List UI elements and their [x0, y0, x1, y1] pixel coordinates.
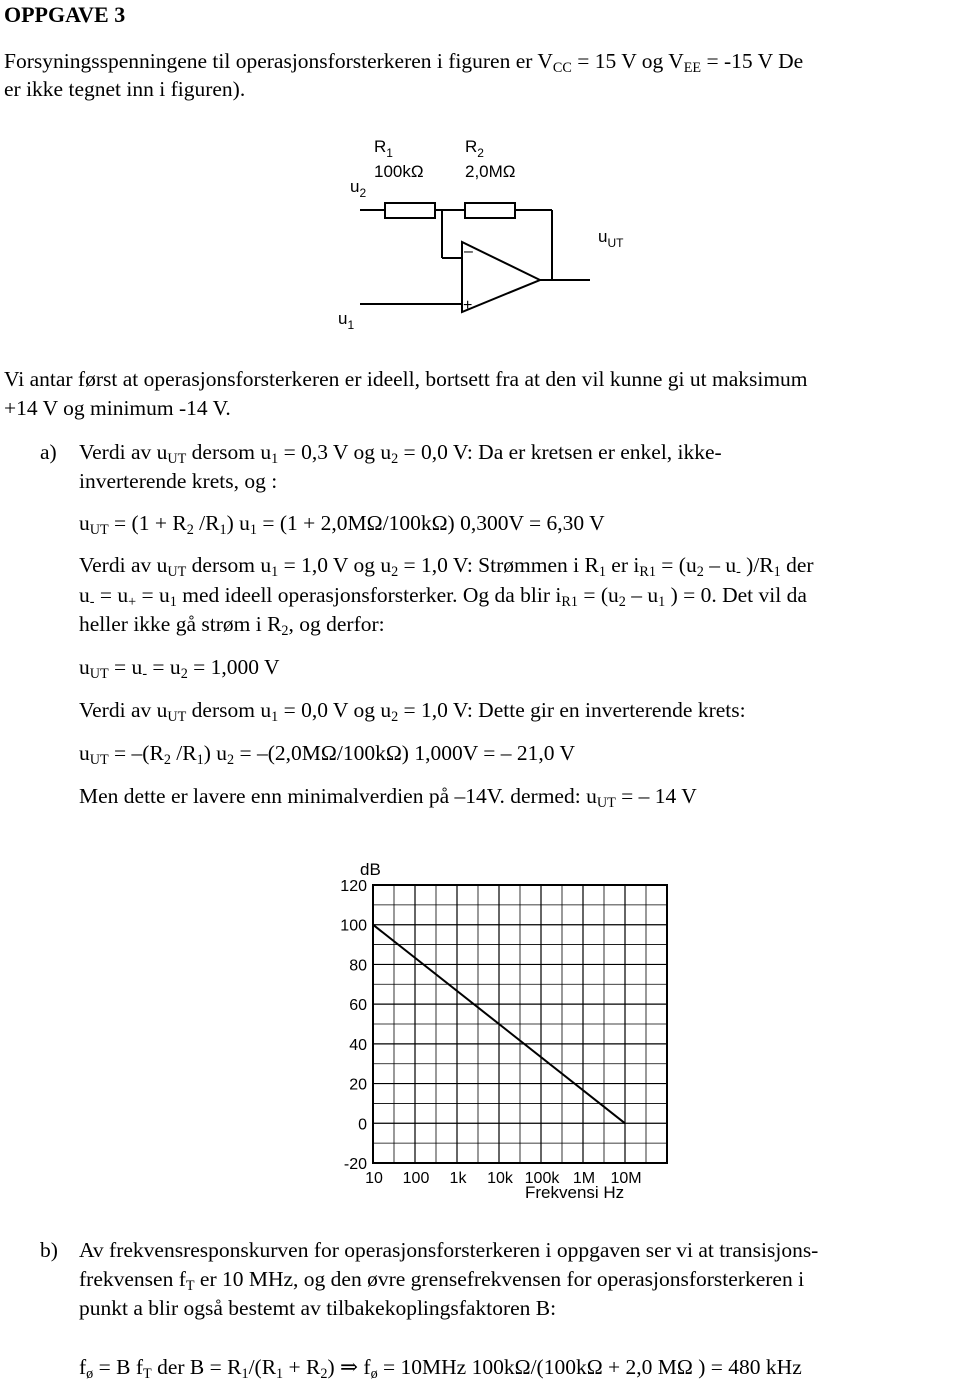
chart-y-tick-label: 100: [340, 917, 367, 935]
chart-x-tick-label: 1M: [572, 1170, 596, 1187]
svg-text:uUT: $u_{UT}$: [598, 227, 624, 250]
assumption-line-1: Vi antar først at operasjonsforsterkeren er ideell, bortsett fra at den vil kunne gi ut maksimum: [4, 367, 808, 391]
chart-y-tick-label: 0: [358, 1116, 367, 1134]
svg-text:–: –: [464, 243, 473, 260]
equation-noninverting: $u_{UT} = (1 + R_2$ $/R_1$) $u_1 = (1 + 2,0M\Omega/100k\Omega) 0,300V = 6,30$ V: [79, 511, 605, 538]
part-a-case2-line-2: $u_- = u_+ = u_1$ med ideell operasjonsforsterker. Og da blir $i_{R1} = (u_2 - u_1$ ) = 0. Det vil da: [79, 583, 807, 610]
chart-y-tick-label: 80: [349, 957, 367, 975]
part-a-case3-line: Verdi av $u_{UT}$ dersom $u_1 = 0,0$ V og $u_2 = 1,0$ V: Dette gir en inverterende krets:: [79, 698, 746, 725]
part-b-line-3: punkt a blir også bestemt av tilbakekoplingsfaktoren B:: [79, 1296, 557, 1320]
chart-y-ticks: [340, 878, 367, 1173]
equation-upper-cutoff: $f_ø = B$ $f_T$ der $B = R_1/(R_1 + R_2)$ ⇒ $f_ø = 10MHz$ 100kΩ/(100kΩ + 2,0 MΩ ) = 480 kHz: [79, 1355, 802, 1382]
intro-line-1: Forsyningsspenningene til operasjonsforsterkeren i figuren er $V_{CC} = 15$ V og $V_{EE} = -15$ V De: [4, 49, 804, 76]
chart-x-tick-label: 10: [365, 1170, 383, 1187]
part-a-line-1: Verdi av $u_{UT}$ dersom $u_1 = 0,3$ V og $u_2 = 0,0$ V: Da er kretsen er enkel, ikke-: [79, 440, 722, 467]
part-a-marker: a): [40, 440, 57, 464]
equation-follower: $u_{UT} = u_- = u_2 = 1,000$ V: [79, 655, 280, 682]
equation-inverting: $u_{UT} = -(R_2$ $/R_1$) $u_2 = -(2,0M\Omega/100k\Omega) 1,000V$ = – 21,0 V: [79, 741, 575, 768]
part-b-line-2: frekvensen $f_T$ er 10 MHz, og den øvre grensefrekvensen for operasjonsforsterkeren i: [79, 1267, 805, 1294]
svg-text:2,0MΩ: 2,0MΩ: [465, 162, 516, 181]
opamp-circuit-diagram: [330, 130, 650, 340]
chart-x-label: Frekvensi Hz: [525, 1183, 625, 1202]
resistor-r1: [385, 203, 435, 218]
chart-y-tick-label: -20: [343, 1156, 367, 1173]
chart-x-tick-label: 100k: [524, 1170, 560, 1187]
opamp-triangle: [462, 242, 540, 312]
chart-y-tick-label: 20: [349, 1076, 367, 1094]
chart-y-tick-label: 60: [349, 997, 367, 1015]
assumption-line-2: +14 V og minimum -14 V.: [4, 396, 231, 420]
chart-x-tick-label: 1k: [449, 1170, 467, 1187]
svg-text:u1: $u_1$: [338, 309, 355, 332]
svg-text:R1: $R_1$: [374, 137, 393, 160]
svg-text:100kΩ: 100kΩ: [374, 162, 424, 181]
chart-x-tick-label: 10M: [610, 1170, 642, 1187]
frequency-response-chart: [330, 855, 690, 1205]
chart-x-tick-label: 100: [402, 1170, 430, 1187]
part-b-line-1: Av frekvensresponskurven for operasjonsforsterkeren i oppgaven ser vi at transisjons-: [79, 1238, 819, 1262]
page-title: OPPGAVE 3: [4, 2, 126, 27]
svg-text:u2: $u_2$: [350, 177, 367, 200]
resistor-r2: [465, 203, 515, 218]
part-a-line-2: inverterende krets, og :: [79, 469, 278, 493]
part-a-case2-line-1: Verdi av $u_{UT}$ dersom $u_1 = 1,0$ V og $u_2 = 1,0$ V: Strømmen i $R_1$ er $i_{R1} = (u_2 - u_-$ )$/R_1$ der: [79, 553, 814, 580]
svg-text:R2: $R_2$: [465, 137, 484, 160]
svg-text:+: +: [463, 297, 473, 314]
part-a-case2-line-3: heller ikke gå strøm i $R_2$, og derfor:: [79, 612, 385, 639]
part-a-conclusion: Men dette er lavere enn minimalverdien på –14V. dermed: $u_{UT}$ = – 14 V: [79, 784, 697, 811]
intro-line-2: er ikke tegnet inn i figuren).: [4, 77, 246, 101]
chart-y-tick-label: 40: [349, 1036, 367, 1054]
chart-x-tick-label: 10k: [487, 1170, 513, 1187]
implies-arrow: ⇒: [340, 1355, 359, 1379]
chart-y-tick-label: 120: [340, 878, 367, 895]
chart-y-label: dB: [360, 860, 381, 879]
part-b-marker: b): [40, 1238, 58, 1262]
